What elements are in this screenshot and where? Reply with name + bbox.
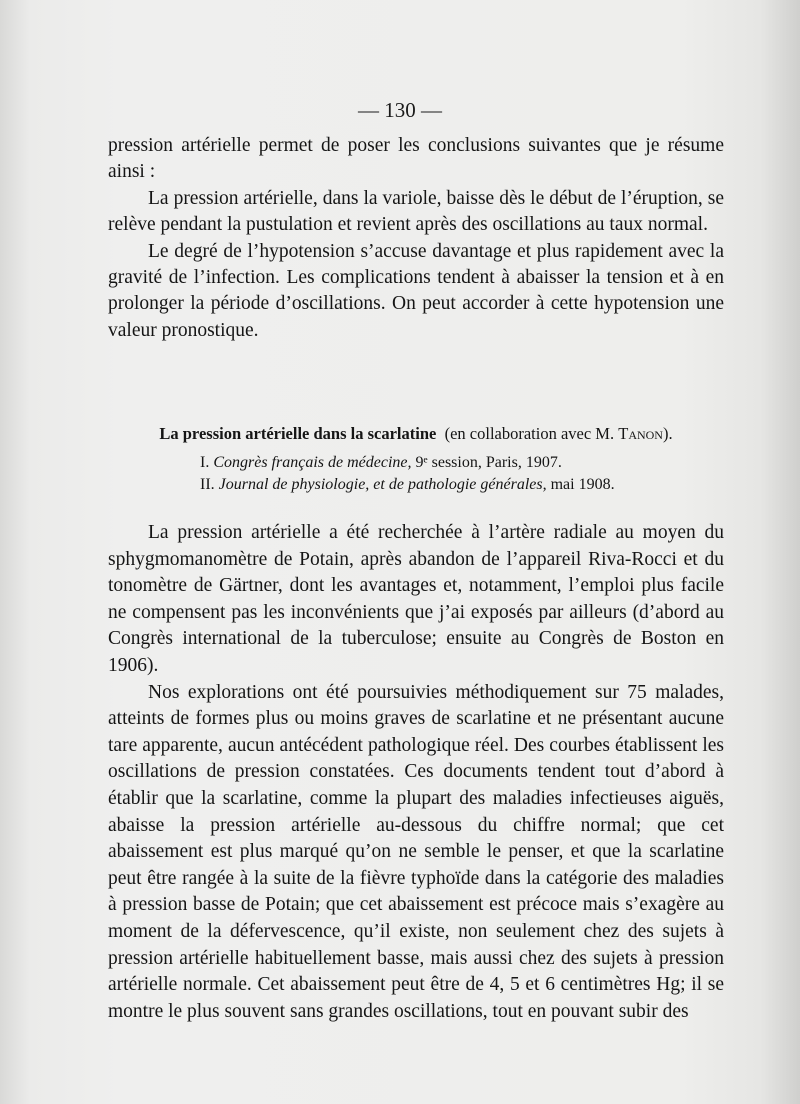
- reference-list: [200, 452, 700, 496]
- paragraph-block-top: [108, 133, 724, 344]
- section-heading: [108, 424, 724, 444]
- reference-number: I.: [200, 454, 210, 471]
- reference-title: Journal de physiologie, et de pathologie générales,: [218, 476, 547, 493]
- reference-item: [200, 474, 700, 496]
- reference-item: [200, 452, 700, 474]
- paragraph: pression artérielle permet de poser les conclusions suivantes que je résume ainsi :: [108, 135, 724, 183]
- collaborator-name: Tanon: [618, 424, 663, 443]
- page-number: — 130 —: [358, 98, 442, 122]
- paragraph: La pression artérielle a été recherchée à l’artère radiale au moyen du sphygmomanomètre de Potain, après abandon de l’appareil Riva-Rocci et du tonomètre de Gärtner, dont les avantages et, notamment, l’emploi plus facile ne compensent pas les inconvénients que j’ai exposés par ailleurs (d’abord au Congrès international de la tuberculose; ensuite au Congrès de Boston en 1906).: [108, 522, 724, 676]
- paragraph: La pression artérielle, dans la variole, baisse dès le début de l’éruption, se relève pendant la pustulation et revient après des oscillations au taux normal.: [108, 187, 724, 236]
- reference-title: Congrès français de médecine,: [213, 454, 412, 471]
- reference-details: 9ᵉ session, Paris, 1907.: [411, 454, 562, 471]
- section-collab-prefix: (en collaboration avec M.: [444, 424, 619, 443]
- section-collab-suffix: ).: [662, 424, 673, 443]
- reference-details: mai 1908.: [546, 476, 615, 493]
- paragraph-block-bottom: [108, 520, 724, 1025]
- reference-number: II.: [200, 476, 215, 493]
- paragraph: Nos explorations ont été poursuivies méthodiquement sur 75 malades, atteints de formes plus ou moins graves de scarlatine et ne présentant aucune tare apparente, aucun antécédent pathologique réel. Des courbes établissent les oscillations de pression constatées. Ces documents tendent tout d’abord à établir que la scarlatine, comme la plupart des maladies infectieuses aiguës, abaisse la pression artérielle au-dessous du chiffre normal; que cet abaissement est plus marqué qu’on ne semble le penser, et que la scarlatine peut être rangée à la suite de la fièvre typhoïde dans la catégorie des maladies à pression basse de Potain; que cet abaissement est précoce mais s’exagère au moment de la défervescence, qu’il existe, non seulement chez des sujets à pression artérielle habituellement basse, mais aussi chez des sujets à pression artérielle normale. Cet abaissement peut être de 4, 5 et 6 centimètres Hg; il se montre le plus souvent sans grandes oscillations, tout en pouvant subir des: [108, 681, 724, 1022]
- paragraph: Le degré de l’hypotension s’accuse davantage et plus rapidement avec la gravité de l’infection. Les complications tendent à abaisser la tension et à en prolonger la période d’oscillations. On peut accorder à cette hypotension une valeur pronostique.: [108, 240, 724, 341]
- section-title: La pression artérielle dans la scarlatine: [159, 424, 437, 443]
